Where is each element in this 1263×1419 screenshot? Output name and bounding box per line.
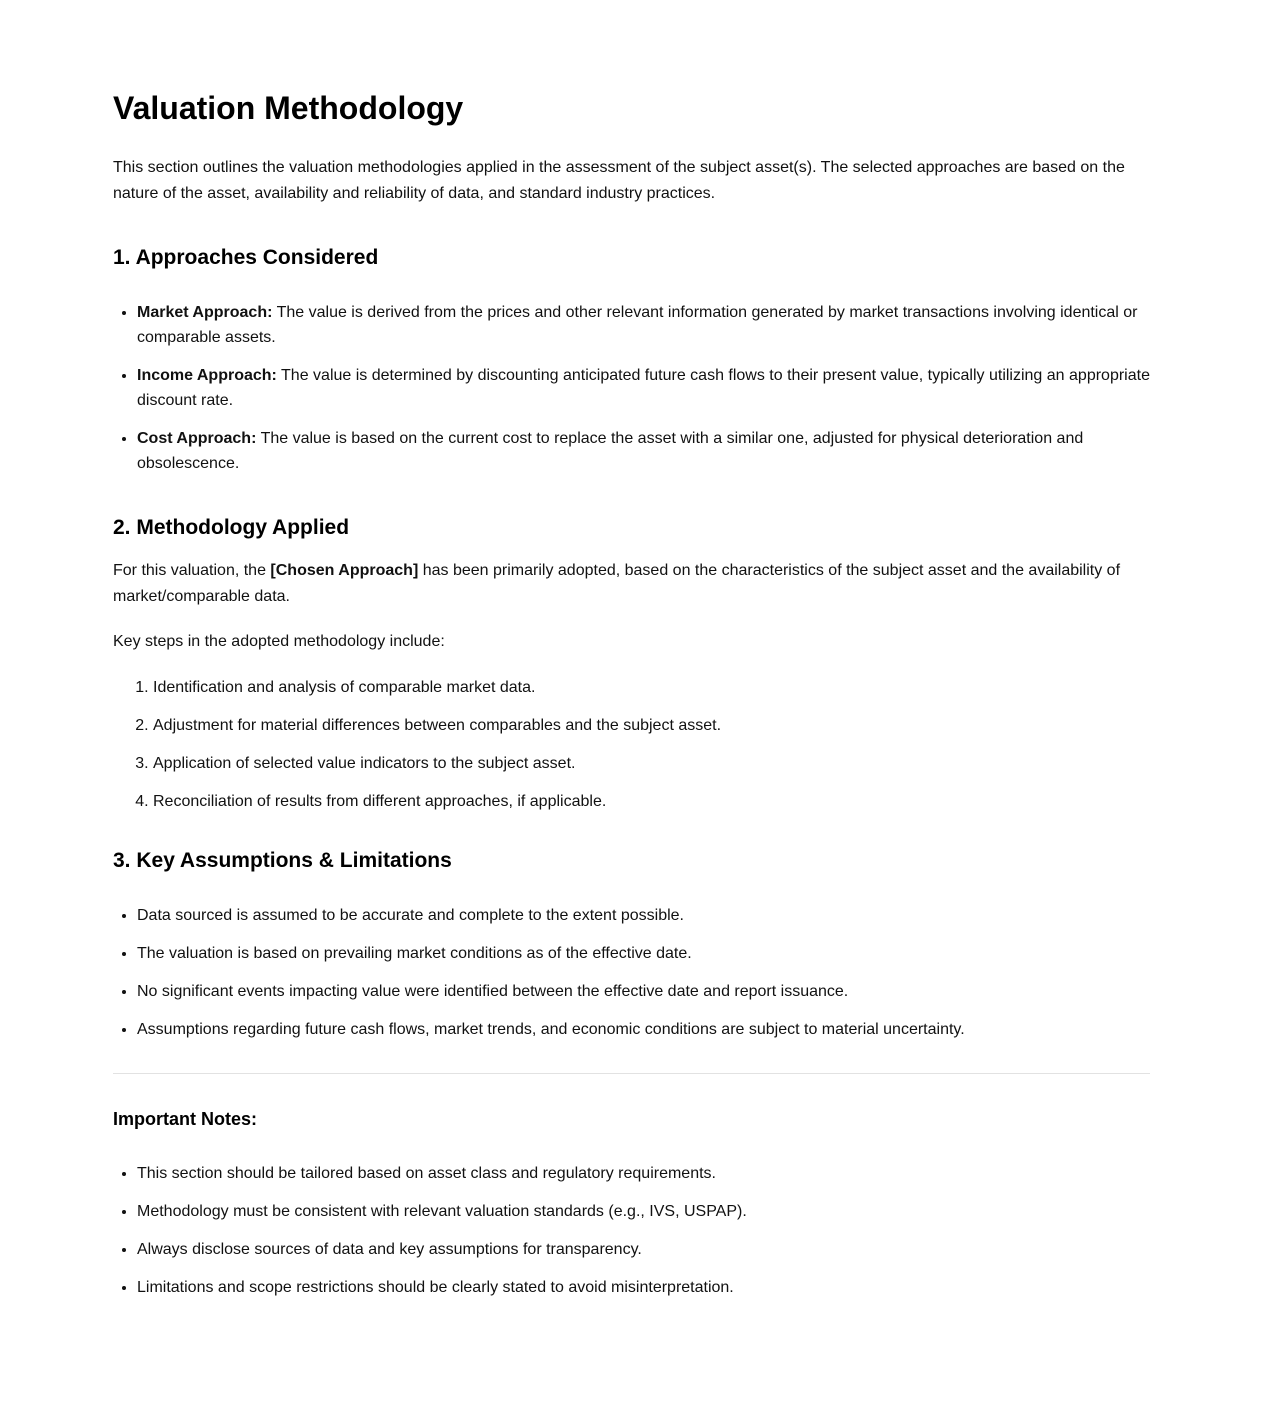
section-heading-methodology: 2. Methodology Applied (113, 516, 350, 539)
section-heading-assumptions: 3. Key Assumptions & Limitations (113, 849, 452, 872)
list-item: • The valuation is based on prevailing market conditions as of the effective date. (137, 941, 1150, 966)
list-item: • Methodology must be consistent with relevant valuation standards (e.g., IVS, USPAP). (137, 1199, 1150, 1224)
divider (113, 1073, 1150, 1074)
intro-paragraph: This section outlines the valuation methodologies applied in the assessment of the subject asset(s). The selected approaches are based on the nature of the asset, availability and reliability of data, and standard industry practices. (113, 159, 1125, 202)
list-item: 4. Reconciliation of results from different approaches, if applicable. (153, 789, 1150, 814)
notes-heading: Important Notes: (113, 1109, 257, 1129)
approach-label: Cost Approach: (137, 430, 257, 447)
list-item: • Assumptions regarding future cash flows, market trends, and economic conditions are subject to material uncertainty. (137, 1017, 1150, 1042)
list-item: • Limitations and scope restrictions should be clearly stated to avoid misinterpretation. (137, 1275, 1150, 1300)
approach-text: The value is derived from the prices and other relevant information generated by market transactions involving identical or comparable assets. (137, 304, 1138, 346)
list-item: • Always disclose sources of data and key assumptions for transparency. (137, 1237, 1150, 1262)
list-item: • Data sourced is assumed to be accurate and complete to the extent possible. (137, 903, 1150, 928)
list-item (137, 426, 1150, 476)
section-heading-approaches: 1. Approaches Considered (113, 246, 379, 269)
approaches-list (113, 300, 1150, 476)
paragraph-text: has been primarily adopted, based on the characteristics of the subject asset and the availability of market/comparable data. (113, 562, 1121, 605)
approach-label: Market Approach: (137, 304, 273, 321)
approach-text: The value is based on the current cost to replace the asset with a similar one, adjusted for physical deterioration and obsolescence. (137, 430, 1084, 472)
list-item: 2. Adjustment for material differences between comparables and the subject asset. (153, 713, 1150, 738)
list-item: • No significant events impacting value were identified between the effective date and report issuance. (137, 979, 1150, 1004)
paragraph-text: For this valuation, the (113, 562, 271, 579)
methodology-paragraph (113, 558, 1150, 610)
list-item (137, 300, 1150, 350)
chosen-approach-placeholder: [Chosen Approach] (270, 562, 419, 579)
notes-list (113, 1161, 1150, 1300)
assumptions-list (113, 903, 1150, 1042)
list-item: 1. Identification and analysis of comparable market data. (153, 675, 1150, 700)
list-item (137, 363, 1150, 413)
approach-text: The value is determined by discounting anticipated future cash flows to their present value, typically utilizing an appropriate discount rate. (137, 367, 1150, 409)
key-steps-list (113, 675, 1150, 814)
list-item: • This section should be tailored based on asset class and regulatory requirements. (137, 1161, 1150, 1186)
page-title: Valuation Methodology (113, 90, 464, 126)
key-steps-intro: Key steps in the adopted methodology include: (113, 633, 445, 650)
approach-label: Income Approach: (137, 367, 277, 384)
list-item: 3. Application of selected value indicators to the subject asset. (153, 751, 1150, 776)
